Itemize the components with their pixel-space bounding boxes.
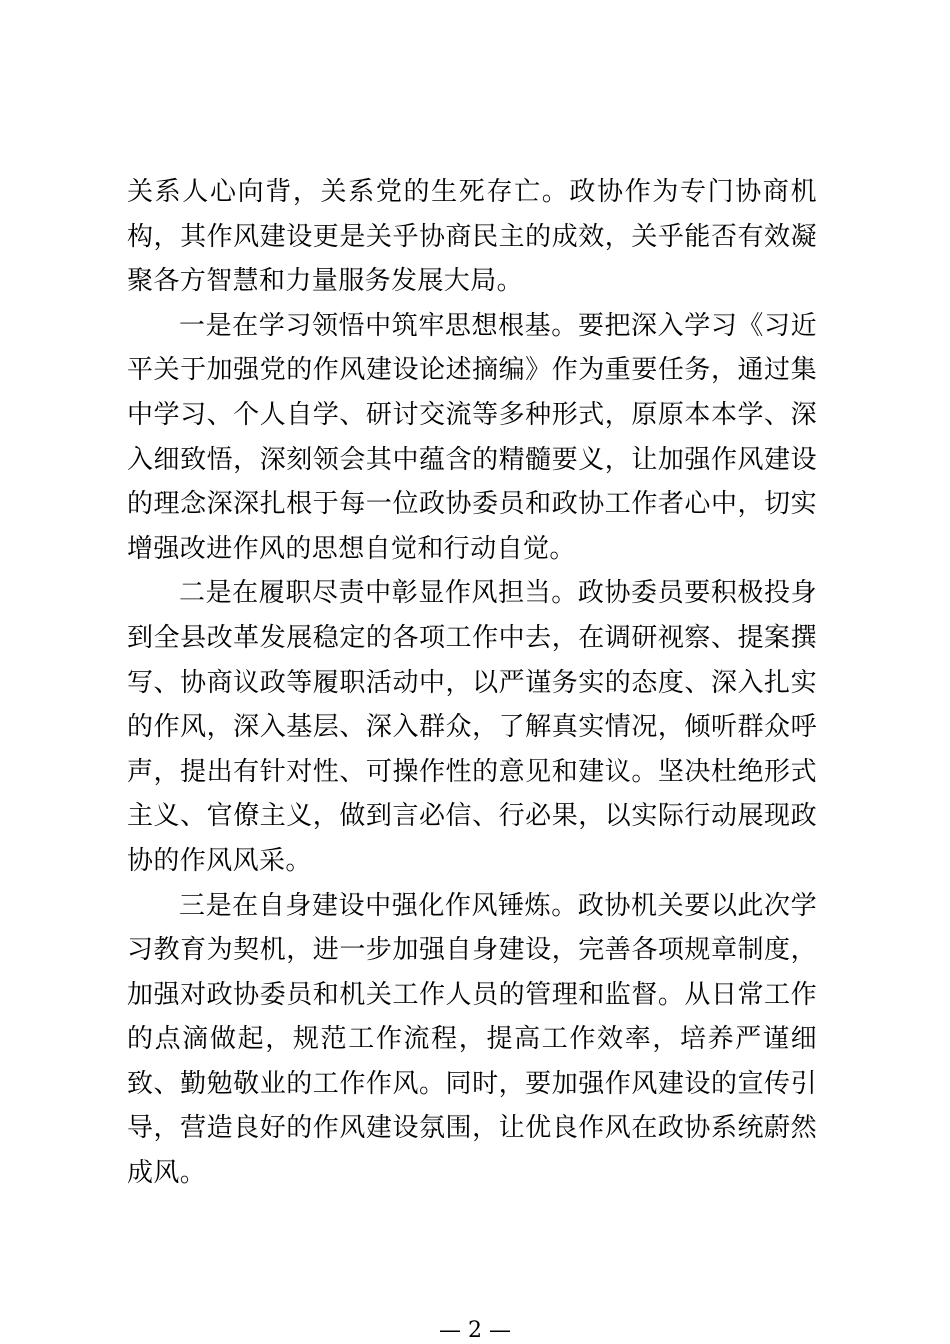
paragraph-continuation: 关系人心向背，关系党的生死存亡。政协作为专门协商机构，其作风建设更是关乎协商民主的成效，关乎能否有效凝聚各方智慧和力量服务发展大局。 bbox=[127, 177, 817, 297]
page-number: — 2 — bbox=[439, 1318, 511, 1343]
paragraph-duty: 二是在履职尽责中彰显作风担当。政协委员要积极投身到全县改革发展稳定的各项工作中去，在调研视察、提案撰写、协商议政等履职活动中，以严谨务实的态度、深入扎实的作风，深入基层、深入群众，了解真实情况，倾听群众呼声，提出有针对性、可操作性的意见和建议。坚决杜绝形式主义、官僚主义，做到言必信、行必果，以实际行动展现政协的作风风采。 bbox=[127, 578, 817, 876]
paragraph-self-building: 三是在自身建设中强化作风锤炼。政协机关要以此次学习教育为契机，进一步加强自身建设，完善各项规章制度，加强对政协委员和机关工作人员的管理和监督。从日常工作的点滴做起，规范工作流程，提高工作效率，培养严谨细致、勤勉敬业的工作作风。同时，要加强作风建设的宣传引导，营造良好的作风建设氛围，让优良作风在政协系统蔚然成风。 bbox=[127, 890, 817, 1189]
paragraph-study: 一是在学习领悟中筑牢思想根基。要把深入学习《习近平关于加强党的作风建设论述摘编》作为重要任务，通过集中学习、个人自学、研讨交流等多种形式，原原本本学、深入细致悟，深刻领会其中蕴含的精髓要义，让加强作风建设的理念深深扎根于每一位政协委员和政协工作者心中，切实增强改进作风的思想自觉和行动自觉。 bbox=[127, 310, 817, 564]
document-body bbox=[127, 170, 817, 1196]
